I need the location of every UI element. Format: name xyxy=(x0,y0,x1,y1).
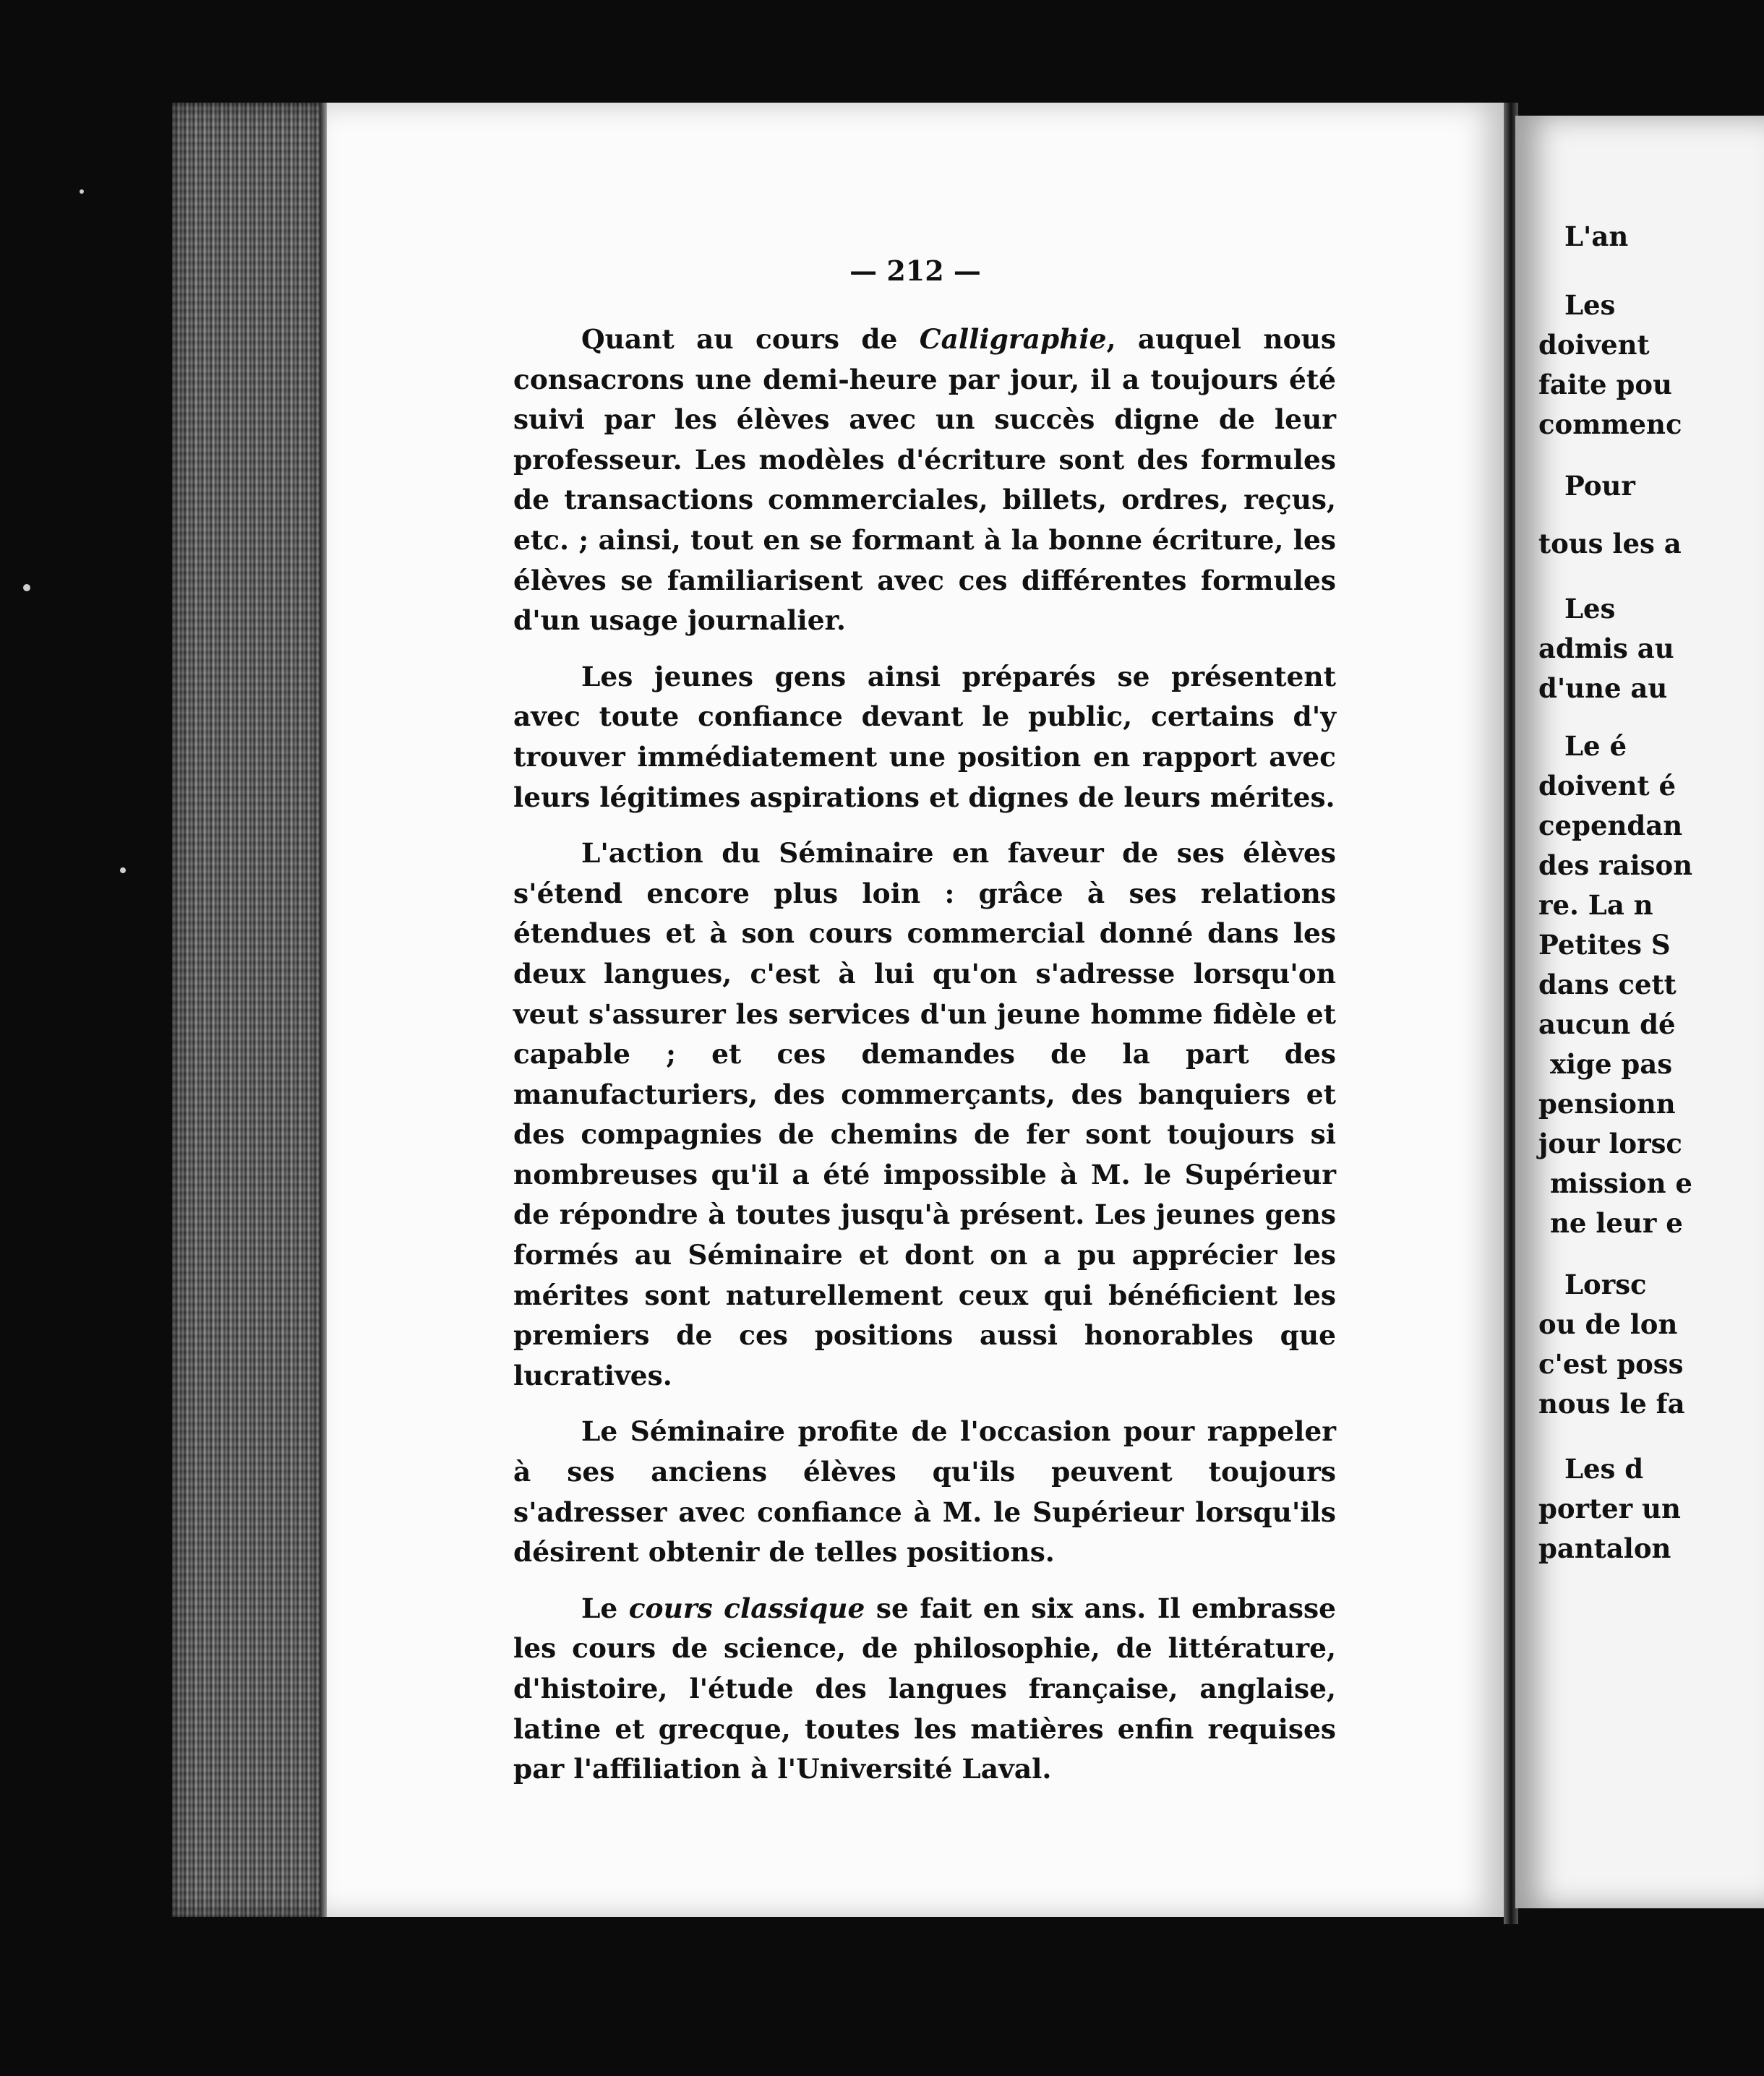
right-page-line-fragment: ne leur e xyxy=(1550,1207,1683,1239)
paragraph-text: Quant au cours de xyxy=(581,323,920,355)
right-page-line-fragment: re. La n xyxy=(1538,889,1653,921)
right-page-line-fragment: doivent xyxy=(1538,329,1650,361)
paragraph xyxy=(513,657,1336,818)
paragraph xyxy=(513,319,1336,641)
right-page-line-fragment: porter un xyxy=(1538,1493,1681,1524)
right-page-line-fragment: cependan xyxy=(1538,810,1683,841)
right-page-line-fragment: ou de lon xyxy=(1538,1308,1678,1340)
page-number: — 212 — xyxy=(849,254,981,287)
paragraph xyxy=(513,1412,1336,1572)
right-page-line-fragment: doivent é xyxy=(1538,770,1677,802)
italic-term: Calligraphie xyxy=(919,323,1107,355)
right-page-line-fragment: commenc xyxy=(1538,408,1682,440)
right-page xyxy=(1515,116,1764,1908)
right-page-line-fragment: dans cett xyxy=(1538,969,1677,1000)
right-page-line-fragment: pensionn xyxy=(1538,1088,1676,1120)
right-page-line-fragment: pantalon xyxy=(1538,1532,1671,1564)
left-page xyxy=(327,103,1504,1917)
paragraph-text: L'action du Séminaire en faveur de ses élèves s'étend encore plus loin : grâce à ses relations étendues et à son cours commercial donné dans les deux langues, c'est à lui qu'on s'adresse lorsqu'on veut s'assurer les services d'un jeune homme fidèle et capable ; et ces demandes de la part des manufacturiers, des commerçants, des banquiers et des compagnies de chemins de fer sont toujours si nombreuses qu'il a été impossible à M. le Supérieur de répondre à toutes jusqu'à présent. Les jeunes gens formés au Séminaire et dont on a pu apprécier les mérites sont naturellement ceux qui bénéficient les premiers de ces positions aussi honorables que lucratives. xyxy=(513,837,1336,1391)
paragraph xyxy=(513,833,1336,1396)
right-page-line-fragment: L'an xyxy=(1564,220,1629,252)
paragraph-text: Les jeunes gens ainsi préparés se présentent avec toute confiance devant le public, certains d'y trouver immédiatement une position en rapport avec leurs légitimes aspirations et dignes de leurs mérites. xyxy=(513,660,1336,813)
paragraph-text: Le Séminaire profite de l'occasion pour rappeler à ses anciens élèves qu'ils peuvent toujours s'adresser avec confiance à M. le Supérieur lorsqu'ils désirent obtenir de telles positions. xyxy=(513,1415,1336,1569)
right-page-line-fragment: Les xyxy=(1564,593,1616,625)
dust-speck xyxy=(80,189,84,194)
right-page-line-fragment: xige pas xyxy=(1550,1048,1673,1080)
paragraph xyxy=(513,1589,1336,1790)
right-page-line-fragment: des raison xyxy=(1538,849,1693,881)
paragraph-text: , auquel nous consacrons une demi-heure par jour, il a toujours été suivi par les élèves avec un succès digne de leur professeur. Les modèles d'écriture sont des formules de transactions commerciales, billets, ordres, reçus, etc. ; ainsi, tout en se formant à la bonne écriture, les élèves se familiarisent avec ces différentes formules d'un usage journalier. xyxy=(513,323,1336,637)
right-page-line-fragment: c'est poss xyxy=(1538,1348,1684,1380)
book-page-edge xyxy=(172,103,325,1917)
italic-term: cours classique xyxy=(628,1592,865,1624)
paragraph-text: se fait en six ans. Il embrasse les cours de science, de philosophie, de littérature, d'histoire, l'étude des langues française, anglaise, latine et grecque, toutes les matières enfin requises par l'affiliation à l'Université Laval. xyxy=(513,1592,1336,1785)
dust-speck xyxy=(120,867,126,873)
page-edge-border xyxy=(320,103,327,1917)
right-page-line-fragment: Le é xyxy=(1564,730,1627,762)
right-page-line-fragment: aucun dé xyxy=(1538,1008,1676,1040)
right-page-line-fragment: jour lorsc xyxy=(1538,1128,1682,1159)
right-page-line-fragment: admis au xyxy=(1538,632,1674,664)
dust-speck xyxy=(23,584,30,591)
paragraph-text: Le xyxy=(581,1592,629,1624)
right-page-line-fragment: Pour xyxy=(1564,470,1635,502)
right-page-line-fragment: Lorsc xyxy=(1564,1269,1647,1300)
right-page-line-fragment: nous le fa xyxy=(1538,1388,1685,1420)
right-page-line-fragment: faite pou xyxy=(1538,369,1672,400)
right-page-line-fragment: tous les a xyxy=(1538,528,1682,559)
right-page-line-fragment: Les d xyxy=(1564,1453,1644,1485)
body-text xyxy=(513,319,1336,1806)
right-page-line-fragment: d'une au xyxy=(1538,672,1668,704)
right-page-line-fragment: mission e xyxy=(1550,1167,1692,1199)
right-page-line-fragment: Petites S xyxy=(1538,929,1671,961)
right-page-line-fragment: Les xyxy=(1564,289,1616,321)
